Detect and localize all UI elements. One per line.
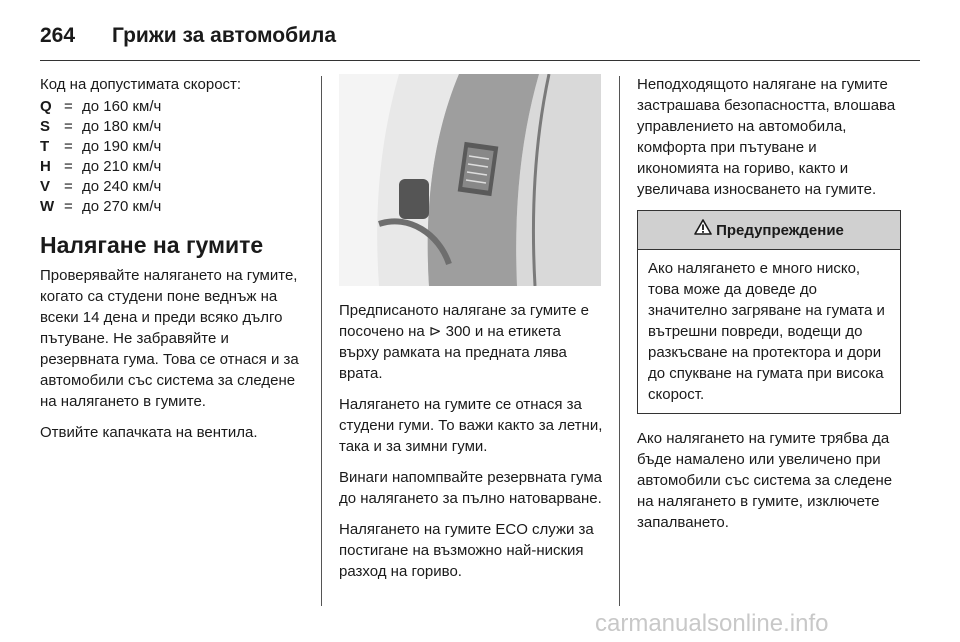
speed-value: до 180 км/ч (82, 118, 162, 135)
paragraph: Винаги напомпвайте резервната гума до налягането за пълно натоварване. (339, 469, 602, 507)
column-divider-2 (619, 76, 620, 606)
paragraph: Неподходящото налягане на гумите застрашава безопасността, влошава управлението на автомобила, комфорта при пътуване и икономията на гориво, както и увеличава износването на гумите. (637, 76, 896, 198)
speed-code: T (40, 138, 50, 155)
speed-eq: = (64, 198, 73, 215)
speed-code-row (40, 177, 308, 197)
speed-code: Q (40, 98, 52, 115)
speed-eq: = (64, 98, 73, 115)
section-title: Налягане на гумите (40, 232, 264, 258)
speed-code-table (40, 97, 308, 217)
speed-value: до 210 км/ч (82, 158, 162, 175)
page-number: 264 (40, 24, 76, 47)
warning-box (637, 210, 901, 414)
speed-code: V (40, 178, 51, 195)
paragraph: Проверявайте налягането на гумите, когато са студени поне веднъж на всеки 14 дена и преди всяко дълго пътуване. Не забравяйте и резервната гума. Това се отнася и за автомобили със система за следене на налягането в гумите. (40, 267, 299, 410)
speed-value: до 160 км/ч (82, 98, 162, 115)
paragraph: Налягането на гумите се отнася за студени гуми. То важи както за летни, така и за зимни гуми. (339, 396, 603, 455)
speed-code-row (40, 117, 308, 137)
speed-value: до 190 км/ч (82, 138, 162, 155)
paragraph: Налягането на гумите ECO служи за постигане на възможно най-ниския разход на гориво. (339, 521, 594, 580)
speed-code-row (40, 197, 308, 217)
speed-intro: Код на допустимата скорост: (40, 76, 242, 93)
speed-eq: = (64, 138, 73, 155)
speed-code-row (40, 137, 308, 157)
column-3 (637, 74, 901, 543)
chapter-title: Грижи за автомобила (112, 24, 337, 47)
speed-eq: = (64, 158, 73, 175)
watermark: carmanualsonline.info (595, 610, 829, 637)
paragraph: Предписаното налягане за гумите е посочено на ⊳ 300 и на етикета върху рамката на предната лява врата. (339, 302, 589, 382)
speed-code: S (40, 118, 51, 135)
speed-code: W (40, 198, 55, 215)
warning-triangle-icon (694, 219, 712, 241)
paragraph: Отвийте капачката на вентила. (40, 424, 258, 441)
column-divider-1 (321, 76, 322, 606)
warning-text: Ако налягането е много ниско, това може да доведе до значително загряване на гумата и вътрешни повреди, водещи до разкъсване на протектора и дори до спукване на гумата при висока скорост. (648, 260, 885, 403)
speed-eq: = (64, 178, 73, 195)
speed-code-row (40, 157, 308, 177)
speed-code: H (40, 158, 51, 175)
column-2 (339, 74, 603, 592)
speed-value: до 240 км/ч (82, 178, 162, 195)
column-1 (40, 74, 308, 453)
speed-value: до 270 км/ч (82, 198, 162, 215)
speed-eq: = (64, 118, 73, 135)
door-label-photo (339, 74, 601, 286)
paragraph: Ако налягането на гумите трябва да бъде намалено или увеличено при автомобили със система за следене на налягането в гумите, изключете запалването. (637, 430, 893, 531)
header-divider (40, 60, 920, 61)
warning-title: Предупреждение (716, 221, 844, 239)
door-frame-illustration (339, 74, 601, 286)
page-header (40, 16, 920, 56)
warning-header (638, 211, 900, 250)
speed-code-row (40, 97, 308, 117)
